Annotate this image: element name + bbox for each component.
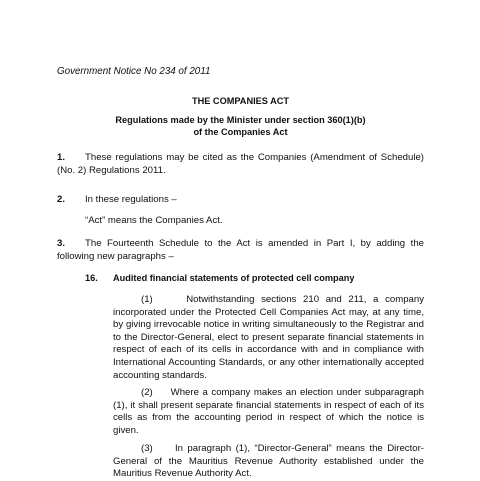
act-title: THE COMPANIES ACT <box>192 96 289 106</box>
paragraph-text: These regulations may be cited as the Companies (Amendment of Schedule) (No. 2) Regulations 2011. <box>57 152 424 176</box>
subparagraph-1 <box>113 294 424 382</box>
regulations-title-line-1: Regulations made by the Minister under section 360(1)(b) <box>115 115 366 125</box>
paragraph-1 <box>57 152 424 177</box>
regulations-title-line-2: of the Companies Act <box>193 127 288 137</box>
paragraph-2 <box>57 194 424 207</box>
subparagraph-number: (1) <box>141 294 153 305</box>
section-16-heading <box>85 272 354 285</box>
paragraph-number: 2. <box>57 194 66 205</box>
section-number: 16. <box>85 273 98 283</box>
subparagraph-text: In paragraph (1), “Director-General” means the Director-General of the Mauritius Revenue Authority established under the Mauritius Revenue Authority Act. <box>113 443 424 480</box>
government-notice-number: Government Notice No 234 of 2011 <box>57 66 211 77</box>
subparagraph-2 <box>113 387 424 437</box>
paragraph-text: The Fourteenth Schedule to the Act is amended in Part I, by adding the following new paragraphs – <box>57 238 424 262</box>
regulations-title <box>57 114 424 138</box>
subparagraph-text: Notwithstanding sections 210 and 211, a company incorporated under the Protected Cell Companies Act may, at any time, by giving irrevocable notice in writing simultaneously to the Registrar and to the Director-General, elect to present separate financial statements in respect of each of its cells in accordance with and in compliance with International Accounting Standards, or any other internationally accepted accounting standards. <box>113 294 425 381</box>
act-definition: “Act” means the Companies Act. <box>85 215 223 226</box>
paragraph-text: In these regulations – <box>85 194 177 205</box>
paragraph-number: 3. <box>57 238 66 249</box>
section-heading-text: Audited financial statements of protected cell company <box>113 273 355 283</box>
subparagraph-text: Where a company makes an election under subparagraph (1), it shall present separate financial statements in respect of each of its cells as from the accounting period in respect of which the notice is given. <box>113 387 424 436</box>
paragraph-number: 1. <box>57 152 66 163</box>
subparagraph-number: (3) <box>141 443 153 454</box>
paragraph-3 <box>57 238 424 263</box>
subparagraph-number: (2) <box>141 387 153 398</box>
subparagraph-3 <box>113 443 424 481</box>
